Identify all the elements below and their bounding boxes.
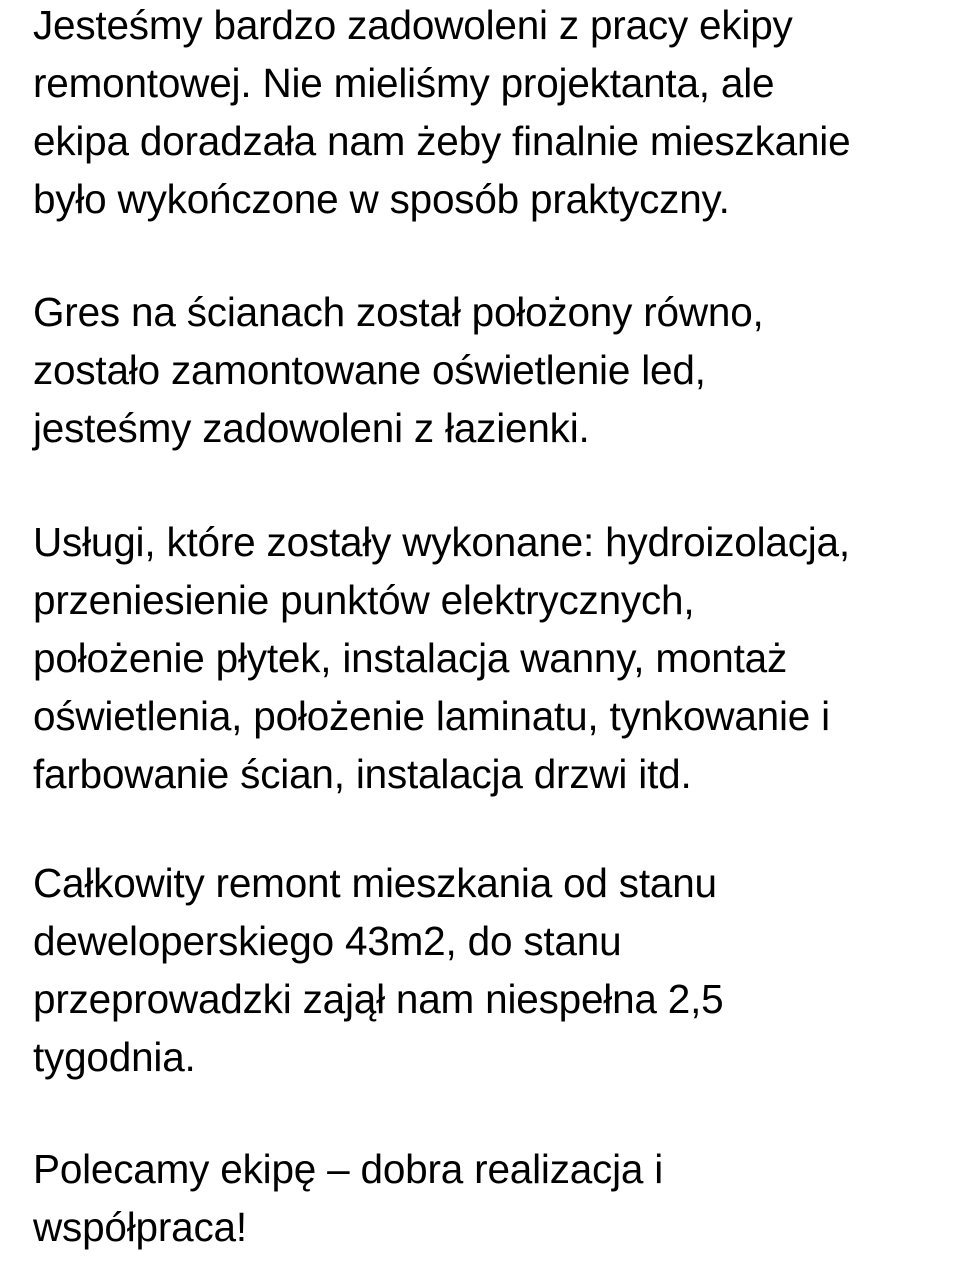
paragraph-timeline — [33, 854, 974, 1086]
text-line: ekipa doradzała nam żeby finalnie mieszkanie — [33, 118, 851, 164]
text-line: zostało zamontowane oświetlenie led, — [33, 347, 706, 393]
text-line: oświetlenia, położenie laminatu, tynkowanie i — [33, 693, 830, 739]
text-line: Gres na ścianach został położony równo, — [33, 289, 764, 335]
text-line: położenie płytek, instalacja wanny, montaż — [33, 635, 788, 681]
paragraph-recommendation — [33, 1140, 974, 1256]
text-line: remontowej. Nie mieliśmy projektanta, ale — [33, 60, 775, 106]
text-line: było wykończone w sposób praktyczny. — [33, 176, 730, 222]
text-line: Usługi, które zostały wykonane: hydroizolacja, — [33, 519, 850, 565]
text-line: Polecamy ekipę – dobra realizacja i — [33, 1146, 664, 1192]
text-line: deweloperskiego 43m2, do stanu — [33, 918, 622, 964]
text-line: farbowanie ścian, instalacja drzwi itd. — [33, 751, 692, 797]
paragraph-services — [33, 513, 974, 803]
text-line: przeniesienie punktów elektrycznych, — [33, 577, 695, 623]
text-line: jesteśmy zadowoleni z łazienki. — [33, 405, 590, 451]
text-line: przeprowadzki zajął nam niespełna 2,5 — [33, 976, 724, 1022]
paragraph-intro — [33, 0, 974, 228]
text-line: Jesteśmy bardzo zadowoleni z pracy ekipy — [33, 2, 793, 48]
paragraph-bathroom — [33, 283, 974, 457]
text-line: tygodnia. — [33, 1034, 196, 1080]
text-line: współpraca! — [33, 1204, 247, 1250]
text-line: Całkowity remont mieszkania od stanu — [33, 860, 717, 906]
